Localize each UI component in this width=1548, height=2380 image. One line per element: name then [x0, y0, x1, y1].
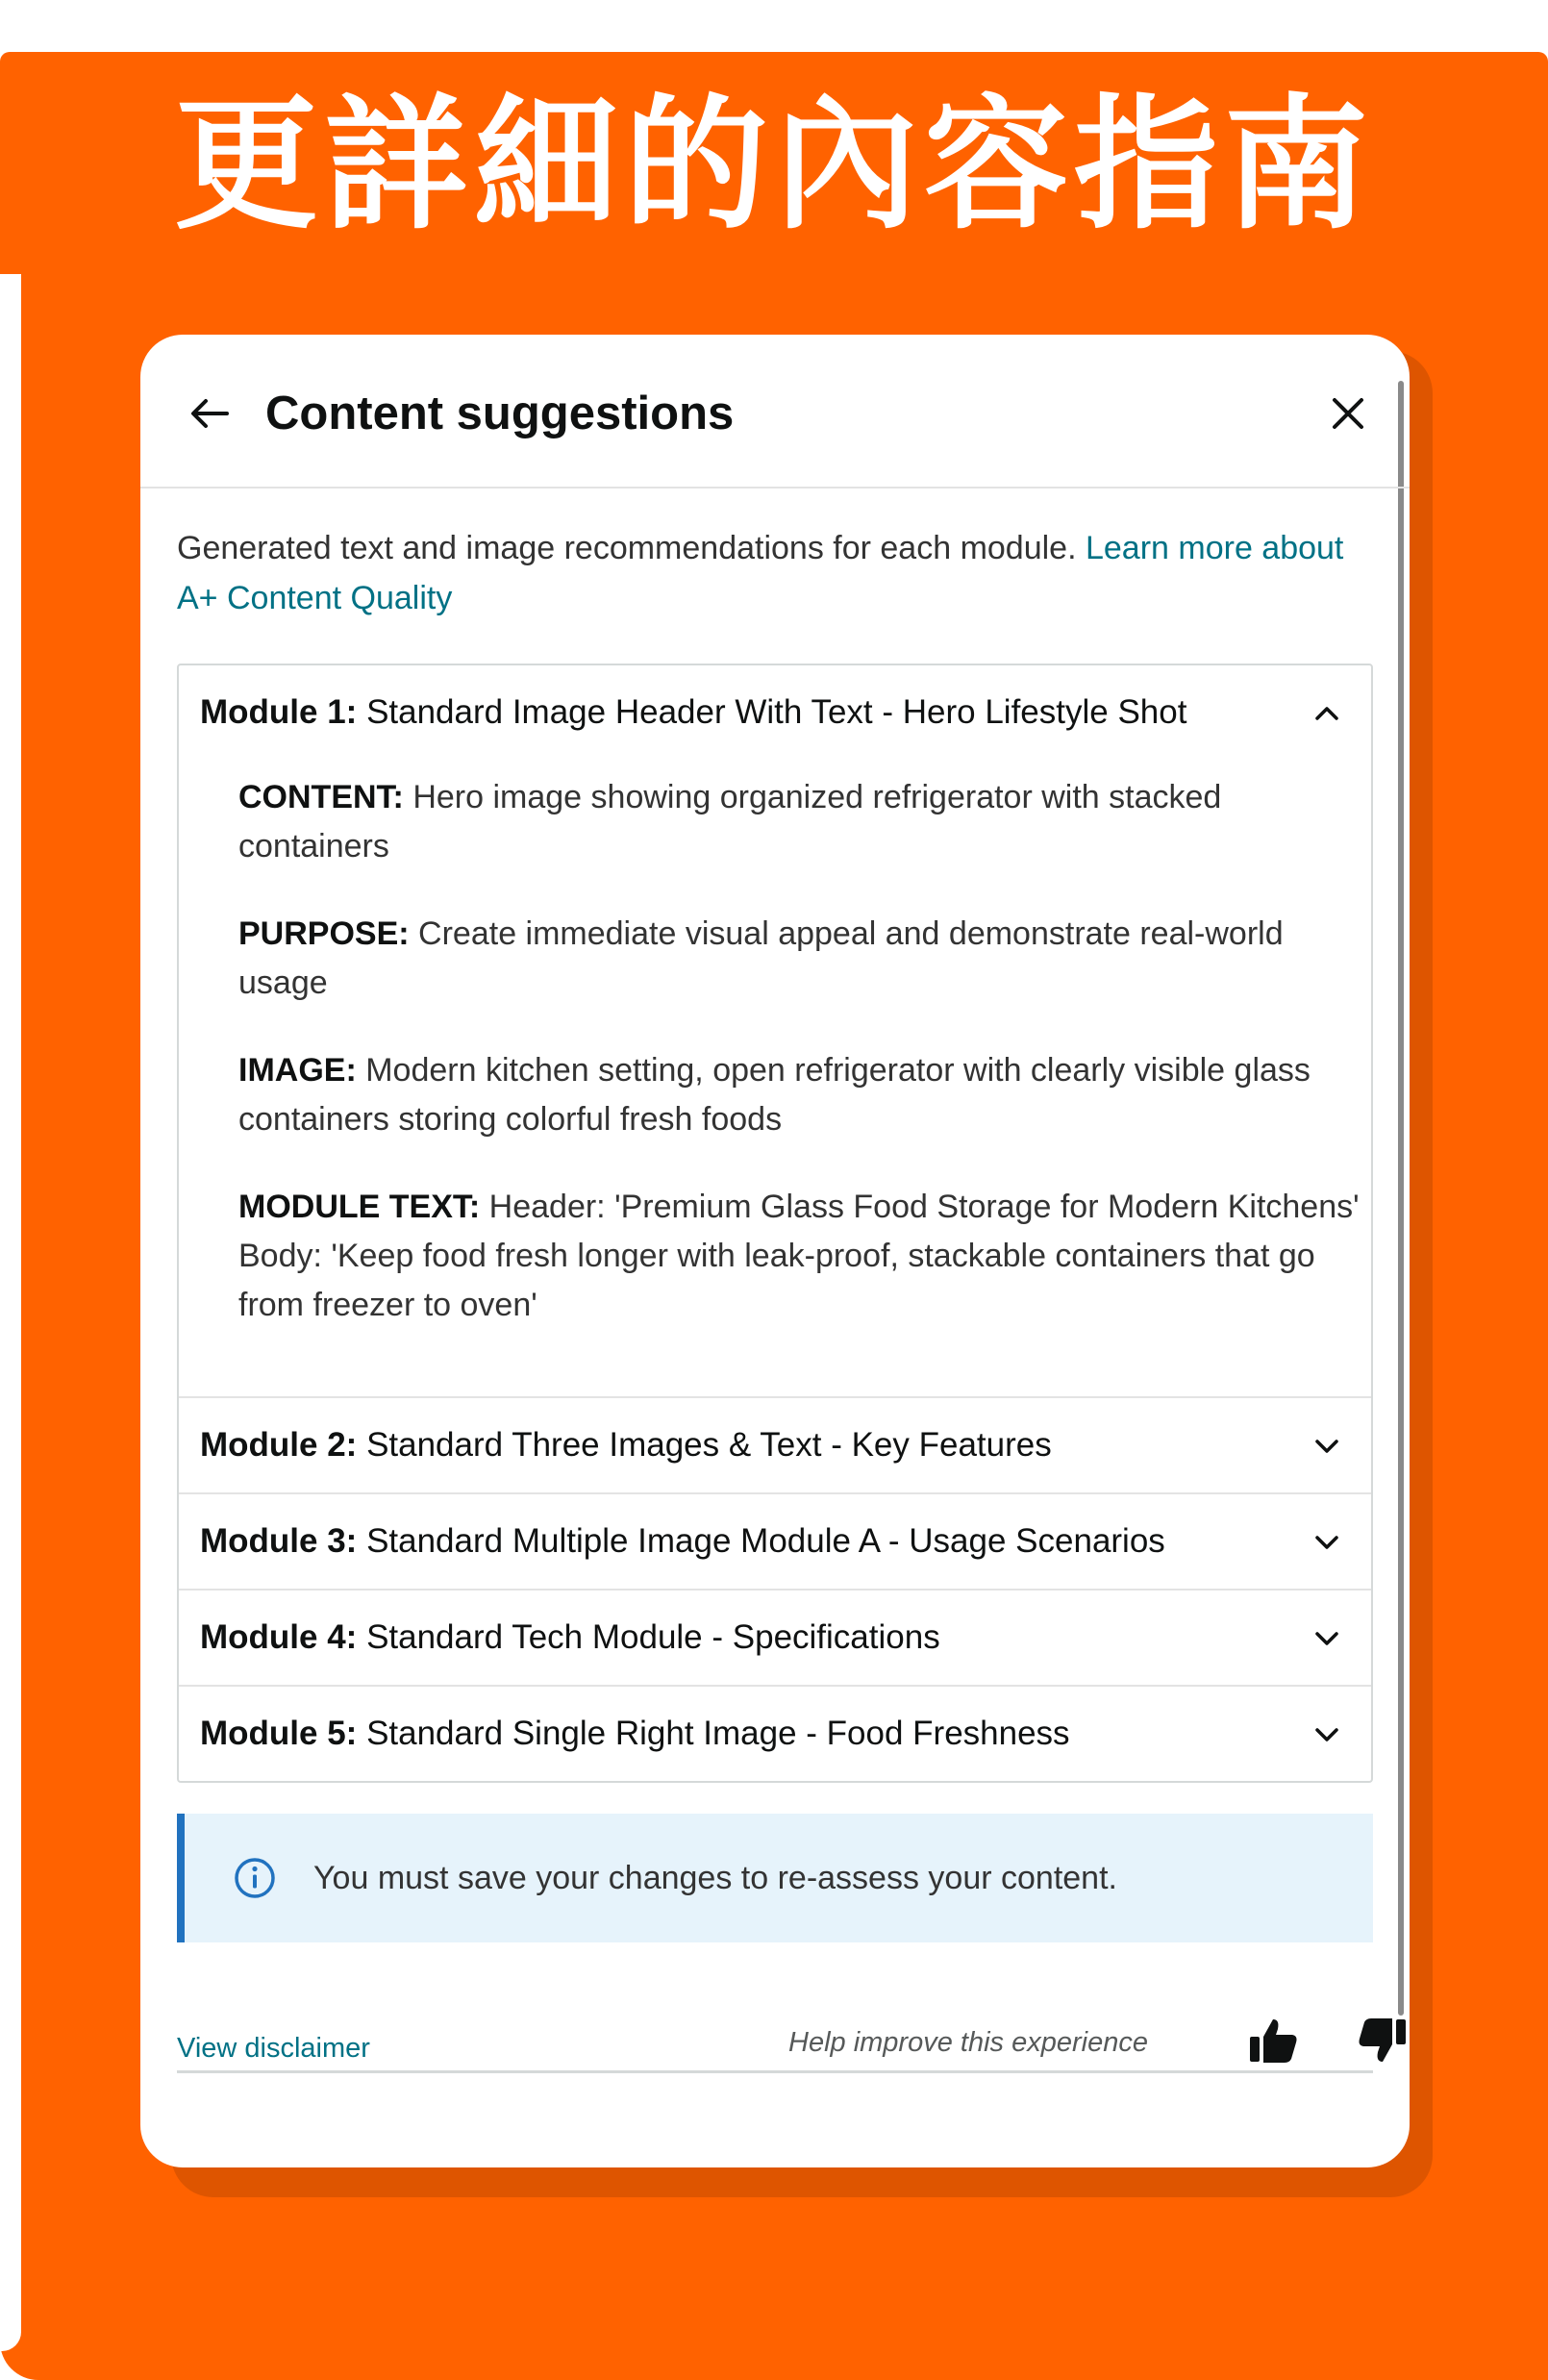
panel-title: Content suggestions — [265, 388, 735, 439]
chevron-up-icon — [1311, 698, 1342, 729]
module-2-label: Module 2: — [200, 1426, 358, 1464]
banner-title: 更詳細的內容指南 — [173, 82, 1374, 249]
module-1-label: Module 1: — [200, 693, 358, 731]
back-button[interactable] — [185, 388, 235, 438]
image-value: Modern kitchen setting, open refrigerator with clearly visible glass containers storing colorful fresh foods — [238, 1052, 1311, 1138]
module-3-header[interactable] — [179, 1494, 1371, 1589]
module-3-title — [200, 1519, 1165, 1564]
module-4-header[interactable] — [179, 1591, 1371, 1685]
panel-footer — [177, 2016, 1373, 2073]
intro-description: Generated text and image recommendations for each module. — [177, 530, 1077, 566]
intro-text — [177, 523, 1360, 623]
content-key: CONTENT: — [238, 779, 404, 815]
module-3-name: Standard Multiple Image Module A - Usage Scenarios — [366, 1522, 1165, 1560]
module-5-header[interactable] — [179, 1687, 1371, 1781]
chevron-down-icon — [1311, 1431, 1342, 1462]
module-3-label: Module 3: — [200, 1522, 358, 1560]
chevron-down-icon — [1311, 1719, 1342, 1750]
info-circle-icon — [233, 1856, 277, 1900]
feedback-prompt: Help improve this experience — [788, 2027, 1148, 2058]
module-4-title — [200, 1616, 940, 1660]
panel-header — [140, 335, 1410, 489]
close-icon — [1325, 390, 1371, 437]
alert-text: You must save your changes to re-assess your content. — [313, 1860, 1117, 1896]
module-1-header[interactable] — [179, 665, 1371, 760]
module-1-name: Standard Image Header With Text - Hero Lifestyle Shot — [366, 693, 1187, 731]
image-key: IMAGE: — [238, 1052, 357, 1089]
content-value: Hero image showing organized refrigerator with stacked containers — [238, 779, 1222, 864]
module-2-title — [200, 1423, 1052, 1467]
background-notch — [0, 274, 21, 2351]
module-1-title — [200, 690, 1186, 735]
module-1-content — [238, 773, 1363, 871]
purpose-key: PURPOSE: — [238, 915, 410, 952]
content-suggestions-panel — [140, 335, 1410, 2167]
module-1-image — [238, 1046, 1363, 1144]
close-button[interactable] — [1325, 390, 1371, 437]
module-5-name: Standard Single Right Image - Food Freshness — [366, 1715, 1070, 1752]
module-1-purpose — [238, 910, 1363, 1008]
learn-more-link[interactable]: Learn more about A+ Content Quality — [177, 530, 1344, 616]
module-text-key: MODULE TEXT: — [238, 1189, 481, 1225]
modules-accordion — [177, 664, 1373, 1783]
thumbs-up-icon[interactable] — [1248, 2016, 1300, 2066]
module-1-module-text — [238, 1183, 1363, 1330]
view-disclaimer-link[interactable]: View disclaimer — [177, 2033, 370, 2064]
arrow-left-icon — [185, 388, 235, 438]
module-5-title — [200, 1712, 1070, 1756]
module-4-name: Standard Tech Module - Specifications — [366, 1618, 940, 1656]
save-changes-alert — [177, 1814, 1373, 1942]
module-2-header[interactable] — [179, 1398, 1371, 1492]
chevron-down-icon — [1311, 1623, 1342, 1654]
purpose-value: Create immediate visual appeal and demonstrate real-world usage — [238, 915, 1284, 1001]
module-5-label: Module 5: — [200, 1715, 358, 1752]
thumbs-down-icon[interactable] — [1356, 2016, 1408, 2066]
panel-scrollbar[interactable] — [1398, 381, 1404, 2016]
module-4-label: Module 4: — [200, 1618, 358, 1656]
module-text-value: Header: 'Premium Glass Food Storage for Modern Kitchens' Body: 'Keep food fresh longer with leak-proof, stackable containers that go from freezer to oven' — [238, 1189, 1360, 1323]
chevron-down-icon — [1311, 1527, 1342, 1558]
module-2-name: Standard Three Images & Text - Key Features — [366, 1426, 1052, 1464]
